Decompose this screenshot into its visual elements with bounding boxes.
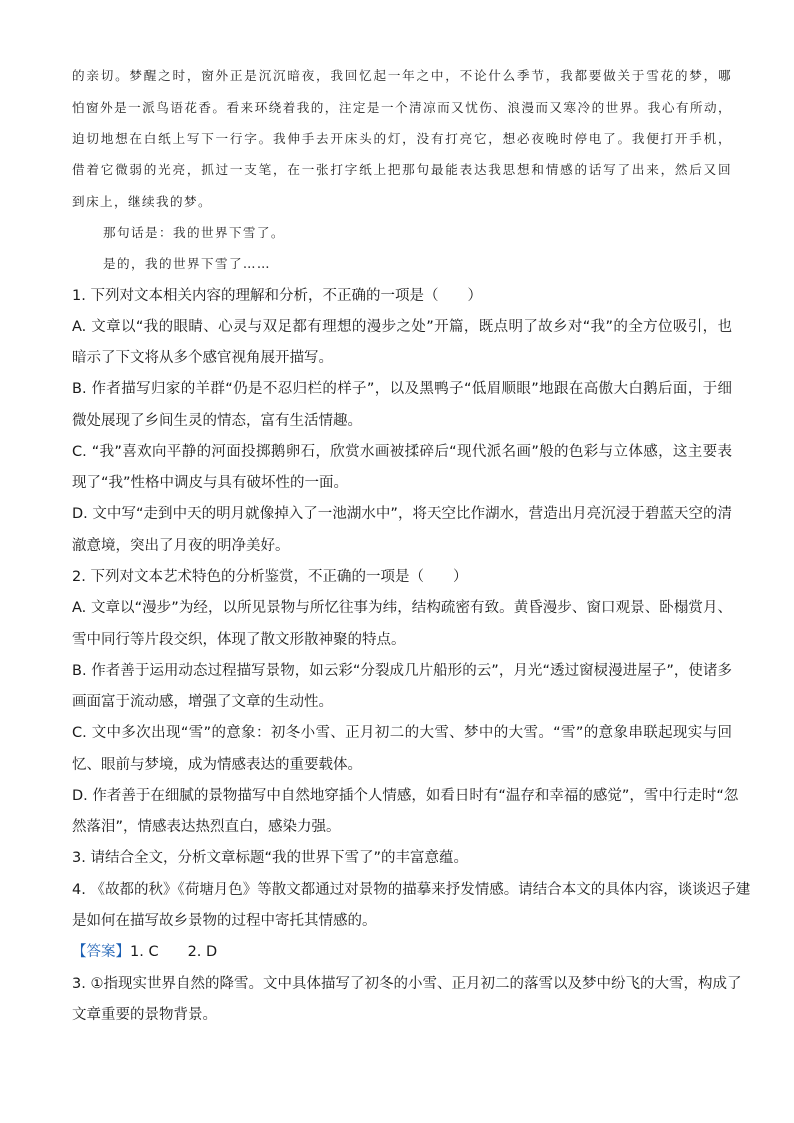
question-2-option-b: 画面富于流动感，增强了文章的生动性。	[72, 694, 333, 710]
passage-line: 到床上，继续我的梦。	[72, 194, 212, 209]
question-2-option-c: C. 文中多次出现“雪”的意象：初冬小雪、正月初二的大雪、梦中的大雪。“雪”的意象串联起现实与回	[72, 725, 732, 741]
question-1-option-c: 现了“我”性格中调皮与具有破坏性的一面。	[72, 475, 349, 491]
question-2-option-d: D. 作者善于在细腻的景物描写中自然地穿插个人情感，如看日时有“温存和幸福的感觉”，雪中行走时“忽	[72, 788, 739, 804]
passage-line: 那句话是：我的世界下雪了。	[103, 225, 285, 240]
question-2-option-c: 忆、眼前与梦境，成为情感表达的重要载体。	[72, 757, 362, 773]
answer-mc: 1. C 2. D	[130, 944, 218, 960]
question-3-stem: 3. 请结合全文，分析文章标题“我的世界下雪了”的丰富意蕴。	[72, 850, 468, 866]
question-2-stem: 2. 下列对文本艺术特色的分析鉴赏，不正确的一项是（ ）	[72, 569, 468, 585]
question-1-option-c: C. “我”喜欢向平静的河面投掷鹅卵石，欣赏水画被揉碎后“现代派名画”般的色彩与立体感，这主要表	[72, 444, 732, 460]
answer-tag: 【答案】	[72, 944, 130, 960]
question-4-stem: 是如何在描写故乡景物的过程中寄托其情感的。	[72, 913, 377, 929]
question-2-option-a: 雪中同行等片段交织，体现了散文形散神聚的特点。	[72, 632, 406, 648]
question-2-option-d: 然落泪”，情感表达热烈直白，感染力强。	[72, 819, 341, 835]
passage-line: 迫切地想在白纸上写下一行字。我伸手去开床头的灯，没有打亮它，想必夜晚时停电了。我便打开手机，	[72, 131, 732, 146]
answer-3: 文章重要的景物背景。	[72, 1007, 217, 1023]
passage-line: 的亲切。梦醒之时，窗外正是沉沉暗夜，我回忆起一年之中，不论什么季节，我都要做关于雪花的梦，哪	[72, 68, 732, 83]
answer-3: 3. ①指现实世界自然的降雪。文中具体描写了初冬的小雪、正月初二的落雪以及梦中纷飞的大雪，构成了	[72, 976, 742, 992]
question-1-stem: 1. 下列对文本相关内容的理解和分析，不正确的一项是（ ）	[72, 288, 482, 304]
question-1-option-d: 澈意境，突出了月夜的明净美好。	[72, 538, 290, 554]
question-1-option-d: D. 文中写“走到中天的明月就像掉入了一池湖水中”，将天空比作湖水，营造出月亮沉浸于碧蓝天空的清	[72, 506, 732, 522]
question-2-option-a: A. 文章以“漫步”为经，以所见景物与所忆往事为纬，结构疏密有致。黄昏漫步、窗口观景、卧榻赏月、	[72, 600, 732, 616]
question-2-option-b: B. 作者善于运用动态过程描写景物，如云彩“分裂成几片船形的云”，月光“透过窗棂漫进屋子”，使诸多	[72, 663, 732, 679]
question-1-option-a: 暗示了下文将从多个感官视角展开描写。	[72, 350, 333, 366]
question-4-stem: 4. 《故都的秋》《荷塘月色》等散文都通过对景物的描摹来抒发情感。请结合本文的具体内容，谈谈迟子建	[72, 882, 751, 898]
question-1-option-a: A. 文章以“我的眼睛、心灵与双足都有理想的漫步之处”开篇，既点明了故乡对“我”的全方位吸引，也	[72, 319, 732, 335]
passage-line: 借着它微弱的光亮，抓过一支笔，在一张打字纸上把那句最能表达我思想和情感的话写了出来，然后又回	[72, 162, 732, 177]
question-1-option-b: B. 作者描写归家的羊群“仍是不忍归栏的样子”，以及黑鸭子“低眉顺眼”地跟在高傲大白鹅后面，于细	[72, 381, 732, 397]
answer-key	[72, 942, 732, 962]
passage-line: 怕窗外是一派鸟语花香。看来环绕着我的，注定是一个清凉而又忧伤、浪漫而又寒冷的世界。我心有所动，	[72, 100, 732, 115]
passage-line: 是的，我的世界下雪了……	[103, 256, 271, 271]
question-1-option-b: 微处展现了乡间生灵的情态，富有生活情趣。	[72, 413, 362, 429]
